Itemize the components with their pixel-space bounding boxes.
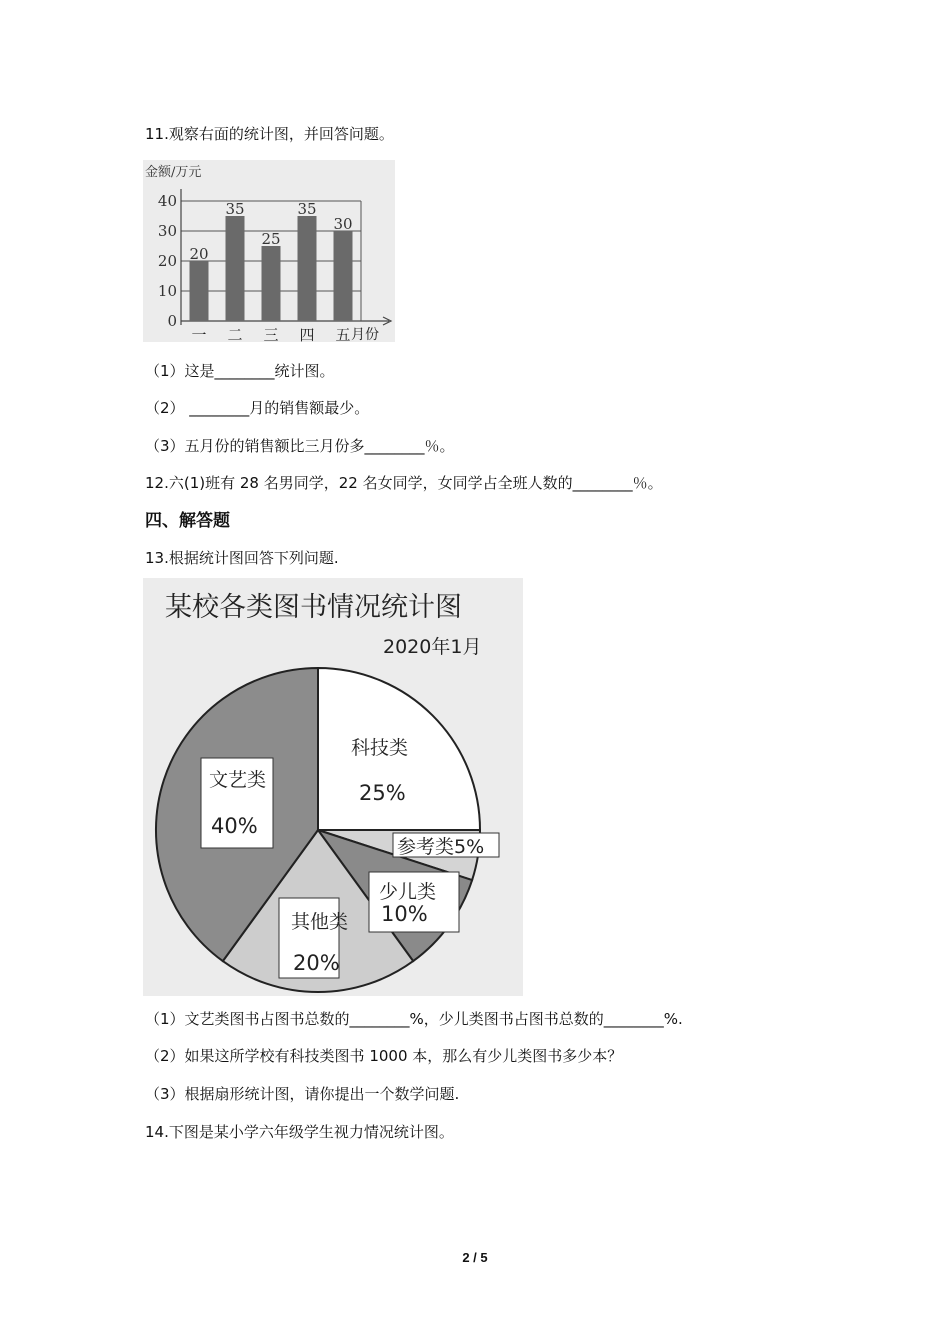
- bar-chart-figure: [143, 160, 395, 342]
- pie-chart-figure: [143, 578, 523, 996]
- bar-chart-ytick: 0: [167, 312, 177, 330]
- q11-sub1: （1）这是________统计图。: [145, 362, 335, 380]
- pie-slice-label: 文艺类: [209, 769, 267, 791]
- bar-chart-ytick: 40: [157, 192, 177, 210]
- q14-text: 14.下图是某小学六年级学生视力情况统计图。: [145, 1123, 454, 1141]
- bar-chart-data-label: 25: [261, 230, 281, 248]
- pie-slice-label: 科技类: [351, 737, 409, 759]
- pie-chart: [143, 578, 523, 996]
- bar-chart-data-label: 35: [225, 200, 245, 218]
- pie-slice-pct: 20%: [293, 951, 340, 975]
- bar-chart-data-label: 30: [333, 215, 353, 233]
- q11-sub3: （3）五月份的销售额比三月份多________％。: [145, 437, 455, 455]
- q12-text: 12.六(1)班有 28 名男同学，22 名女同学，女同学占全班人数的________％。: [145, 474, 663, 492]
- bar-chart-ylabel: 金额/万元: [145, 165, 202, 180]
- bar-chart-bar: [190, 261, 209, 321]
- bar-chart: [143, 160, 395, 342]
- pie-slice-label: 参考类5%: [397, 836, 485, 858]
- q11-sub2: （2） ________月的销售额最少。: [145, 399, 370, 417]
- q13-sub1: （1）文艺类图书占图书总数的________%，少儿类图书占图书总数的________%.: [145, 1010, 683, 1028]
- bar-chart-data-label: 35: [297, 200, 317, 218]
- q13-sub3: （3）根据扇形统计图，请你提出一个数学问题.: [145, 1085, 460, 1103]
- pie-chart-title: 某校各类图书情况统计图: [165, 592, 462, 623]
- bar-chart-bar: [226, 216, 245, 321]
- bar-chart-data-label: 20: [189, 245, 209, 263]
- bar-chart-ytick: 30: [157, 222, 177, 240]
- bar-chart-xtick: 三: [263, 326, 279, 342]
- bar-chart-xtick: 四: [299, 326, 315, 342]
- bar-chart-xtick: 五: [335, 326, 351, 342]
- pie-slice-pct: 25%: [359, 781, 406, 805]
- page-number: 2 / 5: [462, 1250, 488, 1265]
- pie-slice-label: 其他类: [291, 911, 349, 933]
- bar-chart-xtick: 二: [227, 326, 243, 342]
- bar-chart-ytick: 20: [157, 252, 177, 270]
- bar-chart-xlabel: 月份: [351, 327, 379, 342]
- bar-chart-bar: [334, 231, 353, 321]
- pie-slice-label: 少儿类: [379, 881, 437, 903]
- q13-prompt: 13.根据统计图回答下列问题.: [145, 549, 339, 567]
- q13-sub2: （2）如果这所学校有科技类图书 1000 本，那么有少儿类图书多少本？: [145, 1047, 623, 1065]
- bar-chart-bar: [298, 216, 317, 321]
- q11-prompt: 11.观察右面的统计图，并回答问题。: [145, 125, 394, 143]
- pie-slice-pct: 10%: [381, 902, 428, 926]
- bar-chart-bar: [262, 246, 281, 321]
- section-title: 四、解答题: [145, 511, 230, 531]
- bar-chart-ytick: 10: [157, 282, 177, 300]
- pie-slice-pct: 40%: [211, 814, 258, 838]
- pie-chart-subtitle: 2020年1月: [383, 636, 482, 658]
- bar-chart-xtick: 一: [191, 326, 207, 342]
